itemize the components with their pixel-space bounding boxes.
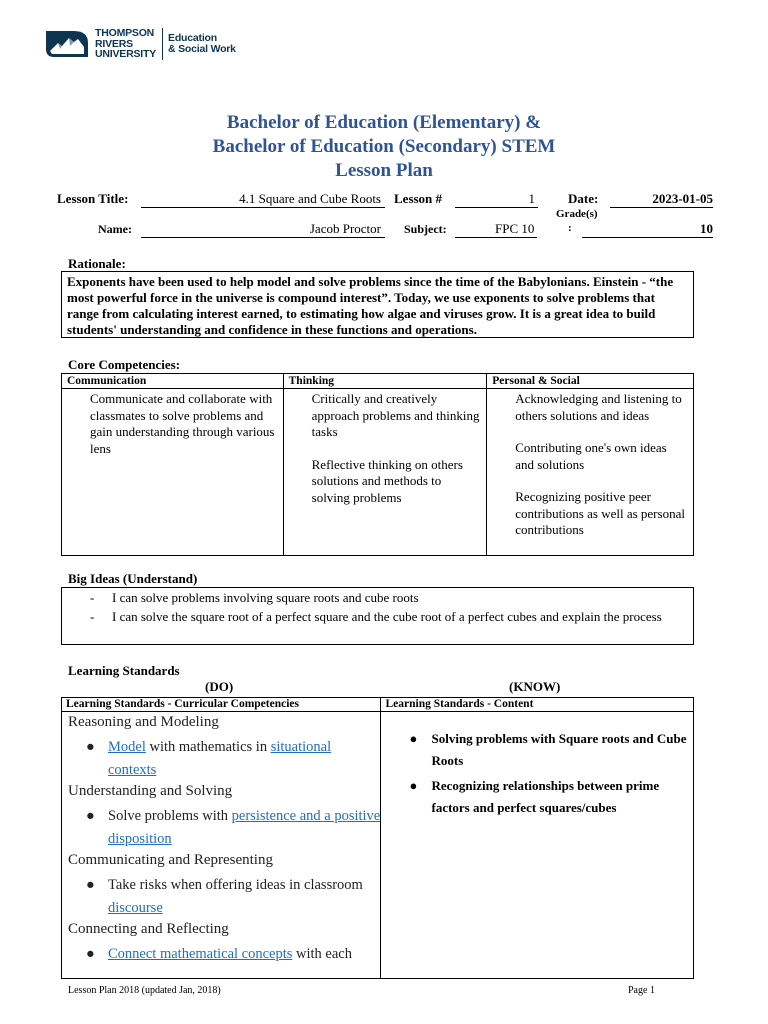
- column-header-thinking: Thinking: [283, 374, 487, 389]
- lesson-title-field: 4.1 Square and Cube Roots: [141, 191, 385, 208]
- do-label: (DO): [205, 679, 234, 694]
- list-item: ● Recognizing relationships between prime factors and perfect squares/cubes: [409, 778, 660, 815]
- list-item: - I can solve the square root of a perfect square and the cube root of a perfect cubes and explain the process: [90, 608, 662, 624]
- lesson-number-label: Lesson #: [394, 191, 443, 206]
- content-cell: [381, 712, 694, 979]
- footer-text: Lesson Plan 2018 (updated Jan, 2018): [68, 985, 221, 996]
- core-competencies-heading: Core Competencies:: [68, 357, 181, 372]
- faculty-name: Education & Social Work: [168, 31, 236, 55]
- competency-group-title: Reasoning and Modeling: [68, 714, 219, 730]
- logo-divider: [162, 28, 163, 60]
- competency-text: Acknowledging and listening to others solutions and ideas: [515, 391, 682, 423]
- competency-text: Communicate and collaborate with classmates to solve problems and gain understanding through various lens: [90, 391, 275, 456]
- competency-group-title: Understanding and Solving: [68, 783, 233, 799]
- competency-text: Critically and creatively approach problems and thinking tasks: [311, 391, 480, 439]
- big-ideas-box: [61, 587, 694, 645]
- lesson-number-field: 1: [455, 191, 538, 208]
- competency-text: Contributing one's own ideas and solutions: [515, 440, 667, 472]
- learning-standards-table: [61, 697, 694, 979]
- list-item: ● Connect mathematical concepts with each: [86, 946, 352, 962]
- discourse-link[interactable]: discourse: [108, 899, 163, 916]
- competency-group-title: Connecting and Reflecting: [68, 921, 229, 937]
- situational-contexts-link[interactable]: situational contexts: [108, 739, 332, 778]
- list-item: ● Solving problems with Square roots and Cube Roots: [409, 731, 687, 768]
- university-name: THOMPSON RIVERS UNIVERSITY: [95, 27, 157, 61]
- competency-text: Recognizing positive peer contributions as well as personal contributions: [515, 489, 685, 537]
- column-header-content: Learning Standards - Content: [381, 698, 694, 712]
- thinking-cell: [283, 389, 487, 556]
- date-label: Date:: [568, 191, 599, 206]
- university-logo: [44, 27, 236, 61]
- column-header-personal-social: Personal & Social: [487, 374, 694, 389]
- rationale-heading: Rationale:: [68, 256, 126, 271]
- date-field: 2023-01-05: [610, 191, 713, 208]
- subject-label: Subject:: [404, 222, 447, 236]
- grade-label: Grade(s): [556, 208, 598, 220]
- competency-group-title: Communicating and Representing: [68, 852, 273, 868]
- model-link[interactable]: Model: [108, 739, 146, 755]
- grade-field: 10: [582, 221, 713, 238]
- list-item: ● Take risks when offering ideas in classroom discourse: [86, 877, 363, 916]
- column-header-communication: Communication: [62, 374, 284, 389]
- name-field: Jacob Proctor: [141, 221, 385, 238]
- personal-social-cell: [487, 389, 694, 556]
- connect-concepts-link[interactable]: Connect mathematical concepts: [108, 946, 293, 962]
- learning-standards-heading: Learning Standards: [68, 663, 180, 678]
- grade-label-colon: :: [568, 222, 572, 234]
- know-label: (KNOW): [509, 679, 561, 694]
- mountain-logo-icon: [44, 27, 90, 61]
- list-item: ● Model with mathematics in situational contexts: [86, 739, 332, 778]
- lesson-title-label: Lesson Title:: [57, 191, 129, 206]
- page-number: Page 1: [628, 985, 655, 996]
- subject-field: FPC 10: [455, 221, 537, 238]
- rationale-box: Exponents have been used to help model and solve problems since the time of the Babylonians. Einstein - “the most powerful force in the universe is compound interest”. Today, we use exponents to solve problems that range from calculating interest earned, to estimating how algae and viruses grow. It is a great idea to build students' understanding and confidence in these functions and operations.: [61, 271, 694, 338]
- list-item: ● Solve problems with persistence and a positive disposition: [86, 808, 381, 847]
- list-item: - I can solve problems involving square roots and cube roots: [90, 590, 419, 605]
- column-header-curricular-competencies: Learning Standards - Curricular Competencies: [62, 698, 381, 712]
- name-label: Name:: [98, 222, 132, 236]
- persistence-link[interactable]: persistence and a positive disposition: [108, 808, 381, 847]
- communication-cell: [62, 389, 284, 556]
- core-competencies-table: [61, 373, 694, 556]
- curricular-competencies-cell: [62, 712, 381, 979]
- big-ideas-heading: Big Ideas (Understand): [68, 571, 198, 586]
- document-title: Bachelor of Education (Elementary) & Bachelor of Education (Secondary) STEM Lesson Plan: [212, 112, 556, 181]
- competency-text: Reflective thinking on others solutions and methods to solving problems: [311, 456, 463, 505]
